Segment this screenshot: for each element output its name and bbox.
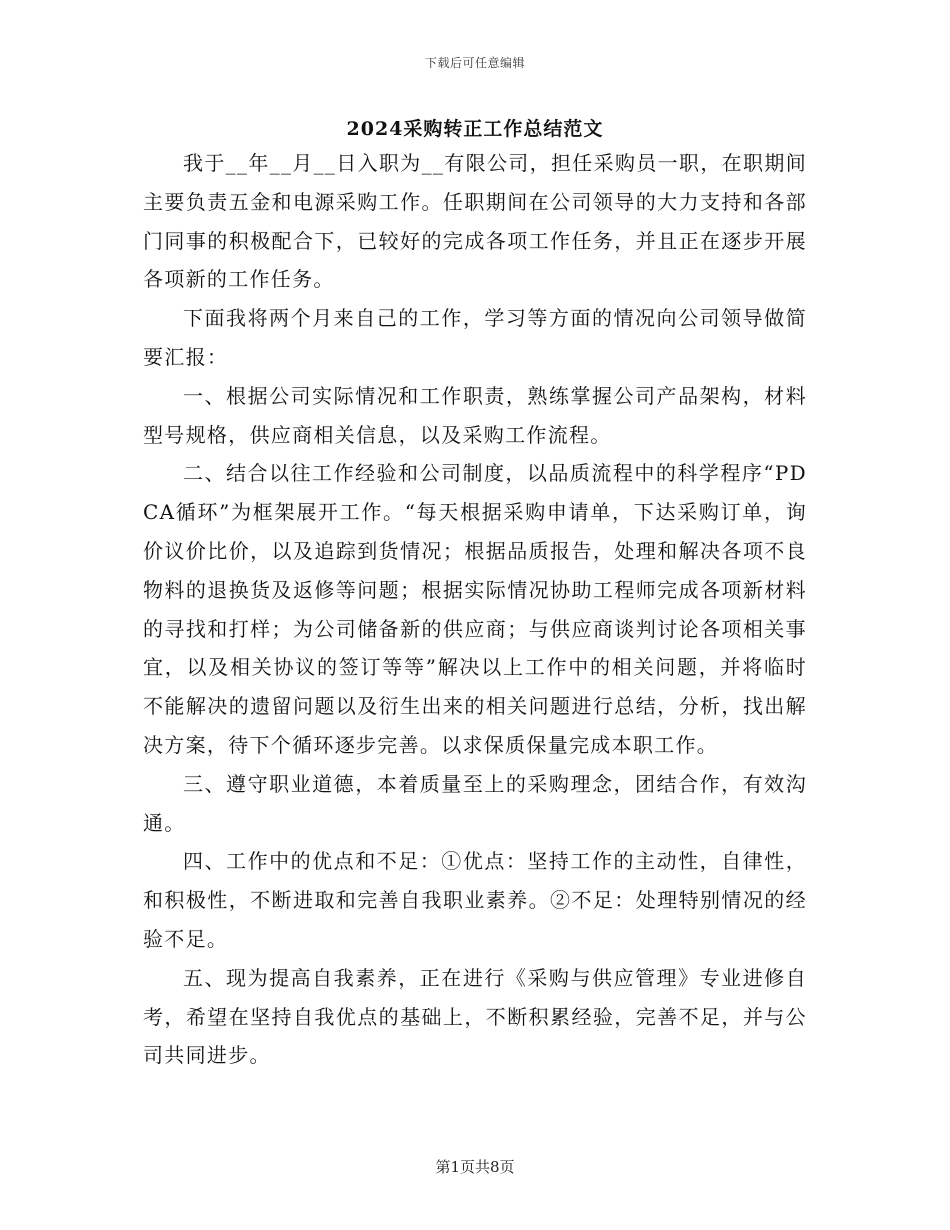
document-title: 2024采购转正工作总结范文: [346, 118, 604, 140]
paragraph-section-4: 四、工作中的优点和不足：①优点：坚持工作的主动性，自律性，和积极性，不断进取和完善自我职业素养。②不足：处理特别情况的经验不足。: [143, 849, 807, 951]
paragraph-section-5: 五、现为提高自我素养，正在进行《采购与供应管理》专业进修自考，希望在坚持自我优点的基础上，不断积累经验，完善不足，并与公司共同进步。: [143, 965, 807, 1068]
paragraph-intro: 我于__年__月__日入职为__有限公司，担任采购员一职，在职期间主要负责五金和电源采购工作。任职期间在公司领导的大力支持和各部门同事的积极配合下，已较好的完成各项工作任务，并且正在逐步开展各项新的工作任务。: [143, 151, 807, 292]
paragraph-section-3: 三、遵守职业道德，本着质量至上的采购理念，团结合作，有效沟通。: [143, 771, 807, 835]
page-indicator: 第1页共8页: [435, 1158, 515, 1176]
paragraph-section-2: 二、结合以往工作经验和公司制度，以品质流程中的科学程序“PDCA循环”为框架展开工作。“每天根据采购申请单，下达采购订单，询价议价比价，以及追踪到货情况；根据品质报告，处理和解决各项不良物料的退换货及返修等问题；根据实际情况协助工程师完成各项新材料的寻找和打样；为公司储备新的供应商；与供应商谈判讨论各项相关事宜，以及相关协议的签订等等”解决以上工作中的相关问题，并将临时不能解决的遗留问题以及衍生出来的相关问题进行总结，分析，找出解决方案，待下个循环逐步完善。以求保质保量完成本职工作。: [143, 461, 807, 757]
paragraph-report-lead: 下面我将两个月来自己的工作，学习等方面的情况向公司领导做简要汇报：: [143, 306, 807, 369]
document-body: [143, 144, 807, 1075]
paragraph-section-1: 一、根据公司实际情况和工作职责，熟练掌握公司产品架构，材料型号规格，供应商相关信息，以及采购工作流程。: [143, 383, 807, 447]
header-note: 下载后可任意编辑: [424, 56, 525, 70]
